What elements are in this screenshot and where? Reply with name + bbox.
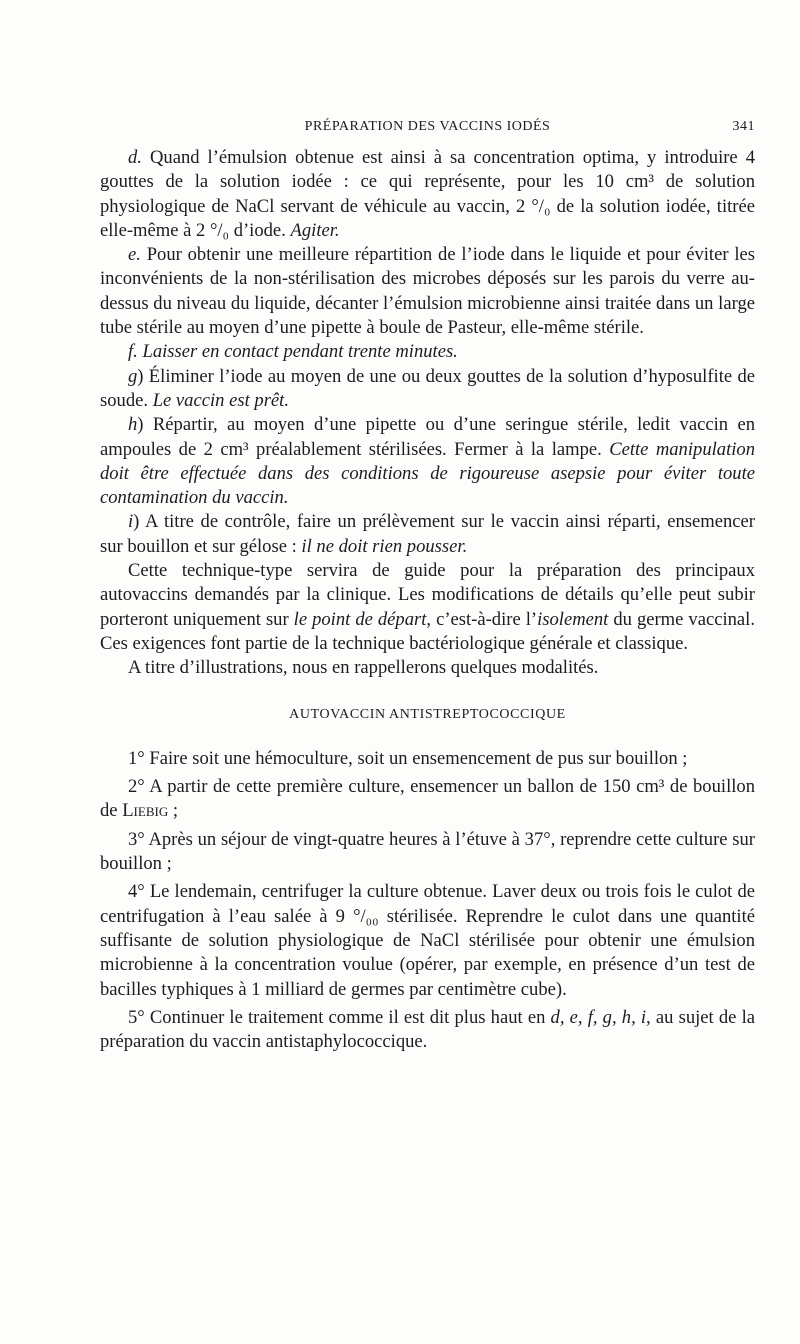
step-2-end: ;: [168, 800, 179, 822]
section-title: AUTOVACCIN ANTISTREPTOCOCCIQUE: [289, 706, 566, 722]
item-mark-f: f.: [128, 341, 138, 363]
paragraph-technique: [100, 559, 755, 656]
item-mark-g: g: [128, 365, 138, 387]
step-5-letters: d, e, f, g, h, i,: [550, 1006, 651, 1028]
step-5-end: au sujet de la préparation du vaccin antistaphylococcique.: [100, 1006, 755, 1053]
technique-part-b: le point de départ: [293, 608, 427, 630]
paragraph-h-tail: Cette manipulation doit être effectuée dans des conditions de rigoureuse asepsie pour éviter toute contamination du vaccin.: [100, 438, 756, 509]
step-2: [100, 775, 755, 824]
paragraph-d: [100, 146, 755, 243]
step-5-text: 5° Continuer le traitement comme il est dit plus haut en: [128, 1006, 551, 1028]
paragraph-i-text: ) A titre de contrôle, faire un prélèvement sur le vaccin ainsi réparti, ensemencer sur bouillon et sur gélose :: [100, 511, 755, 557]
item-mark-i: i: [128, 511, 134, 533]
step-3: 3° Après un séjour de vingt-quatre heures à l’étuve à 37°, reprendre cette culture sur bouillon ;: [100, 828, 755, 875]
item-mark-e: e.: [128, 244, 141, 266]
step-5: [100, 1006, 755, 1055]
paragraph-h-text: ) Répartir, au moyen d’une pipette ou d’une seringue stérile, ledit vaccin en ampoules de 2 cm³ préalablement stérilisées. Fermer à la lampe.: [100, 414, 755, 460]
paragraph-h: [100, 413, 755, 510]
technique-part-c: , c’est-à-dire l’: [426, 608, 538, 630]
step-2-text: 2° A partir de cette première culture, ensemencer un ballon de 150 cm³ de bouillon de: [100, 776, 755, 822]
paragraph-f: [100, 340, 755, 364]
paragraph-d-text: Quand l’émulsion obtenue est ainsi à sa concentration optima, y introduire 4 gouttes de la solution iodée : ce qui représente, pour les 10 cm³ de solution physiologique de NaCl servant de véhicule au vaccin, 2 °/₀ de la solution iodée, titrée elle-même à 2 °/₀ d’iode.: [100, 147, 755, 241]
paragraph-i-tail: il ne doit rien pousser.: [301, 535, 468, 557]
paragraph-g-tail: Le vaccin est prêt.: [152, 389, 289, 411]
step-2-name: Liebig: [122, 800, 169, 822]
step-1: 1° Faire soit une hémoculture, soit un ensemencement de pus sur bouillon ;: [128, 747, 688, 769]
running-header: [100, 119, 755, 139]
paragraph-e-text: Pour obtenir une meilleure répartition de l’iode dans le liquide et pour éviter les inconvénients de la non-stérilisation des microbes déposés sur les parois du verre au-dessus du niveau du liquide, décanter l’émulsion microbienne ainsi traitée dans un large tube stérile au moyen d’une pipette à boule de Pasteur, elle-même stérile.: [100, 244, 755, 339]
paragraph-i: [100, 510, 755, 559]
technique-part-d: isolement: [537, 608, 609, 630]
page-body: [100, 146, 755, 1054]
item-mark-d: d.: [128, 147, 142, 168]
paragraph-f-text: Laisser en contact pendant trente minutes.: [137, 341, 458, 363]
item-mark-h: h: [128, 414, 138, 436]
paragraph-illustrations: A titre d’illustrations, nous en rappellerons quelques modalités.: [128, 657, 599, 679]
paragraph-d-tail: Agiter.: [290, 219, 340, 241]
page-number: 341: [732, 119, 755, 134]
technique-part-e: du germe vaccinal. Ces exigences font partie de la technique bactériologique générale et classique.: [100, 608, 755, 654]
paragraph-e: [100, 243, 755, 340]
running-title: PRÉPARATION DES VACCINS IODÉS: [304, 119, 551, 134]
technique-part-a: Cette technique-type servira de guide pour la préparation des principaux autovaccins demandés par la clinique. Les modifications de détails qu’elle peut subir porteront uniquement sur: [100, 560, 755, 630]
step-4: 4° Le lendemain, centrifuger la culture obtenue. Laver deux ou trois fois le culot de centrifugation à l’eau salée à 9 °/₀₀ stérilisée. Reprendre le culot dans une quantité suffisante de solution physiologique de NaCl stérilisée pour obtenir une émulsion microbienne à la concentration voulue (opérer, par exemple, en présence d’un test de bacilles typhiques à 1 milliard de germes par centimètre cube).: [100, 881, 755, 1000]
paragraph-g-text: ) Éliminer l’iode au moyen de une ou deux gouttes de la solution d’hyposulfite de soude.: [100, 365, 755, 411]
paragraph-g: [100, 365, 755, 414]
